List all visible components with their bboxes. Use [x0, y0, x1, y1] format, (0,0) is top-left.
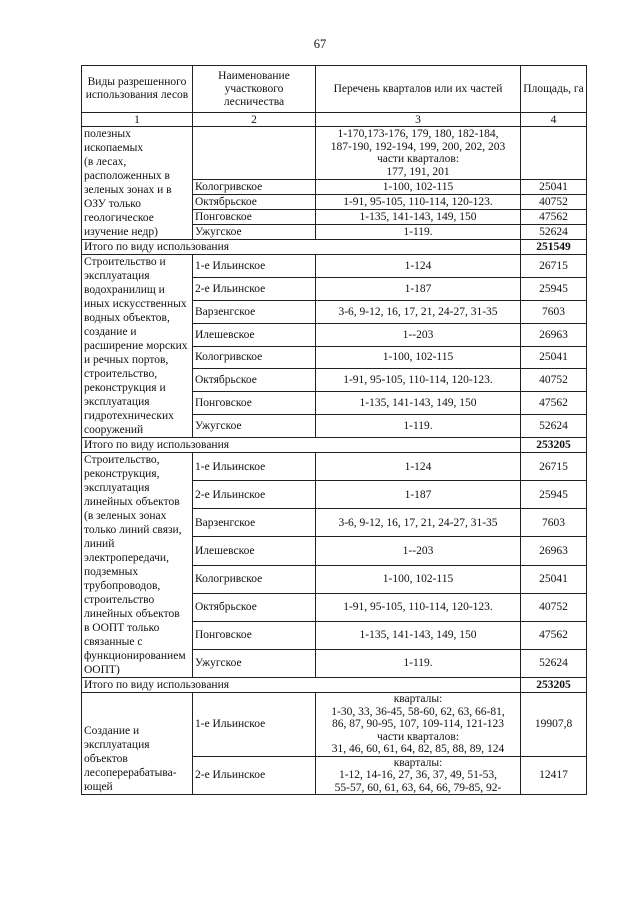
forestry-cell: Понговское — [193, 210, 316, 225]
header-quarters: Перечень кварталов или их частей — [316, 66, 521, 113]
quarters-cell: 1-124 — [316, 453, 521, 481]
use-type-line: расширение морских — [84, 340, 188, 352]
forestry-cell: Кологривское — [193, 180, 316, 195]
column-number: 3 — [316, 113, 521, 127]
column-number: 4 — [521, 113, 587, 127]
area-cell: 40752 — [521, 195, 587, 210]
use-type-cell — [82, 453, 193, 678]
use-type-line: (в лесах, — [84, 156, 127, 168]
use-type-line: создание и — [84, 326, 137, 338]
forestry-cell: Илешевское — [193, 537, 316, 565]
use-type-cell — [82, 127, 193, 240]
area-cell: 52624 — [521, 415, 587, 438]
column-number: 1 — [82, 113, 193, 127]
area-cell: 19907,8 — [521, 693, 587, 757]
column-number: 2 — [193, 113, 316, 127]
forestry-cell: 1-е Ильинское — [193, 693, 316, 757]
quarters-cell: 1-135, 141-143, 149, 150 — [316, 621, 521, 649]
total-row — [82, 438, 587, 453]
forestry-cell: Понговское — [193, 621, 316, 649]
use-type-line: и речных портов, — [84, 354, 169, 366]
area-cell — [521, 127, 587, 180]
total-value: 253205 — [521, 438, 587, 453]
forestry-cell: Ужугское — [193, 415, 316, 438]
use-type-cell — [82, 693, 193, 795]
area-cell: 25041 — [521, 565, 587, 593]
use-type-line: ископаемых — [84, 142, 144, 154]
quarters-line: части кварталов: — [376, 153, 460, 165]
quarters-line: кварталы: — [393, 693, 443, 705]
area-cell: 26963 — [521, 537, 587, 565]
use-type-line: линий — [84, 538, 115, 550]
use-type-line: строительство, — [84, 368, 158, 380]
quarters-cell: 1-187 — [316, 481, 521, 509]
quarters-line: 1-170,173-176, 179, 180, 182-184, — [337, 128, 499, 140]
forestry-cell: Октябрьское — [193, 369, 316, 392]
quarters-cell: 1--203 — [316, 537, 521, 565]
quarters-cell: 1-91, 95-105, 110-114, 120-123. — [316, 195, 521, 210]
use-type-line: линейных объектов — [84, 608, 180, 620]
area-cell: 47562 — [521, 621, 587, 649]
table-row — [82, 127, 587, 180]
use-type-line: эксплуатация — [84, 482, 150, 494]
use-type-line: водохранилищ и — [84, 284, 165, 296]
table-row — [82, 453, 587, 481]
use-type-line: объектов — [84, 753, 128, 765]
header-area: Площадь, га — [521, 66, 587, 113]
use-type-line: иных искусственных — [84, 298, 187, 310]
use-type-line: эксплуатация — [84, 396, 150, 408]
quarters-cell: 1-135, 141-143, 149, 150 — [316, 392, 521, 415]
use-type-line: расположенных в — [84, 170, 170, 182]
area-cell: 25945 — [521, 277, 587, 300]
area-cell: 40752 — [521, 593, 587, 621]
use-type-line: изучение недр) — [84, 226, 158, 238]
use-type-line: ющей — [84, 781, 113, 793]
use-type-line: геологическое — [84, 212, 154, 224]
forestry-cell: 2-е Ильинское — [193, 277, 316, 300]
use-type-cell — [82, 255, 193, 438]
area-cell: 40752 — [521, 369, 587, 392]
quarters-line: 55-57, 60, 61, 63, 64, 66, 79-85, 92- — [334, 781, 502, 794]
use-type-line: реконструкция и — [84, 382, 166, 394]
page-number: 67 — [313, 37, 327, 51]
use-type-line: Создание и — [84, 725, 140, 737]
use-type-line: лесоперерабатыва- — [84, 767, 177, 779]
quarters-cell: 3-6, 9-12, 16, 17, 21, 24-27, 31-35 — [316, 509, 521, 537]
area-cell: 52624 — [521, 225, 587, 240]
area-cell: 25945 — [521, 481, 587, 509]
quarters-line: кварталы: — [393, 756, 443, 769]
header-row — [82, 66, 587, 113]
use-type-line: ООПТ) — [84, 664, 120, 676]
use-type-line: полезных — [84, 128, 131, 140]
use-type-line: Строительство, — [84, 454, 160, 466]
use-type-line: связанные с — [84, 636, 143, 648]
quarters-line: 1-30, 33, 36-45, 58-60, 62, 63, 66-81, — [331, 705, 505, 718]
forestry-cell — [193, 127, 316, 180]
total-value: 253205 — [521, 678, 587, 693]
quarters-cell: 1-135, 141-143, 149, 150 — [316, 210, 521, 225]
forestry-cell: Кологривское — [193, 565, 316, 593]
total-value: 251549 — [521, 240, 587, 255]
column-number-row — [82, 113, 587, 127]
use-type-line: зеленых зонах и в — [84, 184, 172, 196]
quarters-line: 1-12, 14-16, 27, 36, 37, 49, 51-53, — [338, 769, 498, 781]
quarters-cell: 3-6, 9-12, 16, 17, 21, 24-27, 31-35 — [316, 300, 521, 323]
use-type-line: подземных — [84, 566, 139, 578]
area-cell: 7603 — [521, 509, 587, 537]
quarters-cell — [316, 693, 521, 757]
total-row — [82, 240, 587, 255]
quarters-cell: 1-100, 102-115 — [316, 565, 521, 593]
area-cell: 26715 — [521, 255, 587, 278]
forestry-cell: 2-е Ильинское — [193, 756, 316, 795]
quarters-cell: 1-124 — [316, 255, 521, 278]
total-label: Итого по виду использования — [82, 678, 521, 693]
area-cell: 47562 — [521, 392, 587, 415]
forestry-cell: 1-е Ильинское — [193, 453, 316, 481]
use-type-line: в ООПТ только — [84, 622, 160, 634]
use-type-line: только линий связи, — [84, 524, 182, 536]
quarters-cell — [316, 756, 521, 795]
header-forestry: Наименование участкового лесничества — [193, 66, 316, 113]
use-type-line: эксплуатация — [84, 739, 150, 751]
forestry-cell: Понговское — [193, 392, 316, 415]
area-cell: 52624 — [521, 649, 587, 677]
forestry-cell: Октябрьское — [193, 593, 316, 621]
use-type-line: строительство — [84, 594, 155, 606]
forestry-cell: Илешевское — [193, 323, 316, 346]
area-cell: 26715 — [521, 453, 587, 481]
quarters-cell: 1-119. — [316, 415, 521, 438]
forestry-cell: Кологривское — [193, 346, 316, 369]
quarters-cell: 1-100, 102-115 — [316, 180, 521, 195]
use-type-line: (в зеленых зонах — [84, 510, 167, 522]
quarters-cell — [316, 127, 521, 180]
use-type-line: линейных объектов — [84, 496, 180, 508]
forestry-cell: Варзенгское — [193, 509, 316, 537]
use-type-line: водных объектов, — [84, 312, 170, 324]
area-cell: 7603 — [521, 300, 587, 323]
use-type-line: Строительство и — [84, 256, 166, 268]
area-cell: 25041 — [521, 346, 587, 369]
quarters-line: 31, 46, 60, 61, 64, 82, 85, 88, 89, 124 — [331, 743, 505, 755]
use-type-line: трубопроводов, — [84, 580, 161, 592]
quarters-cell: 1-91, 95-105, 110-114, 120-123. — [316, 593, 521, 621]
total-label: Итого по виду использования — [82, 438, 521, 453]
forestry-cell: 1-е Ильинское — [193, 255, 316, 278]
quarters-cell: 1--203 — [316, 323, 521, 346]
forestry-cell: Варзенгское — [193, 300, 316, 323]
area-cell: 26963 — [521, 323, 587, 346]
area-cell: 25041 — [521, 180, 587, 195]
quarters-cell: 1-187 — [316, 277, 521, 300]
total-label: Итого по виду использования — [82, 240, 521, 255]
use-type-line: функционированием — [84, 650, 186, 662]
quarters-line: 86, 87, 90-95, 107, 109-114, 121-123 — [331, 718, 505, 730]
quarters-cell: 1-119. — [316, 649, 521, 677]
use-type-line: реконструкция, — [84, 468, 160, 480]
forestry-cell: 2-е Ильинское — [193, 481, 316, 509]
quarters-cell: 1-100, 102-115 — [316, 346, 521, 369]
use-type-line: ОЗУ только — [84, 198, 142, 210]
total-row — [82, 678, 587, 693]
use-type-line: эксплуатация — [84, 270, 150, 282]
header-use-type: Виды разрешенного использования лесов — [82, 66, 193, 113]
use-type-line: гидротехнических — [84, 410, 174, 422]
use-type-line: электропередачи, — [84, 552, 169, 564]
quarters-line: 177, 191, 201 — [386, 165, 450, 178]
quarters-line: части кварталов: — [376, 730, 460, 743]
table-row — [82, 693, 587, 757]
land-use-table — [81, 65, 587, 795]
forestry-cell: Октябрьское — [193, 195, 316, 210]
forestry-cell: Ужугское — [193, 225, 316, 240]
area-cell: 12417 — [521, 756, 587, 795]
area-cell: 47562 — [521, 210, 587, 225]
quarters-cell: 1-119. — [316, 225, 521, 240]
table-row — [82, 255, 587, 278]
use-type-line: сооружений — [84, 424, 144, 436]
quarters-cell: 1-91, 95-105, 110-114, 120-123. — [316, 369, 521, 392]
forestry-cell: Ужугское — [193, 649, 316, 677]
quarters-line: 187-190, 192-194, 199, 200, 202, 203 — [330, 140, 506, 153]
